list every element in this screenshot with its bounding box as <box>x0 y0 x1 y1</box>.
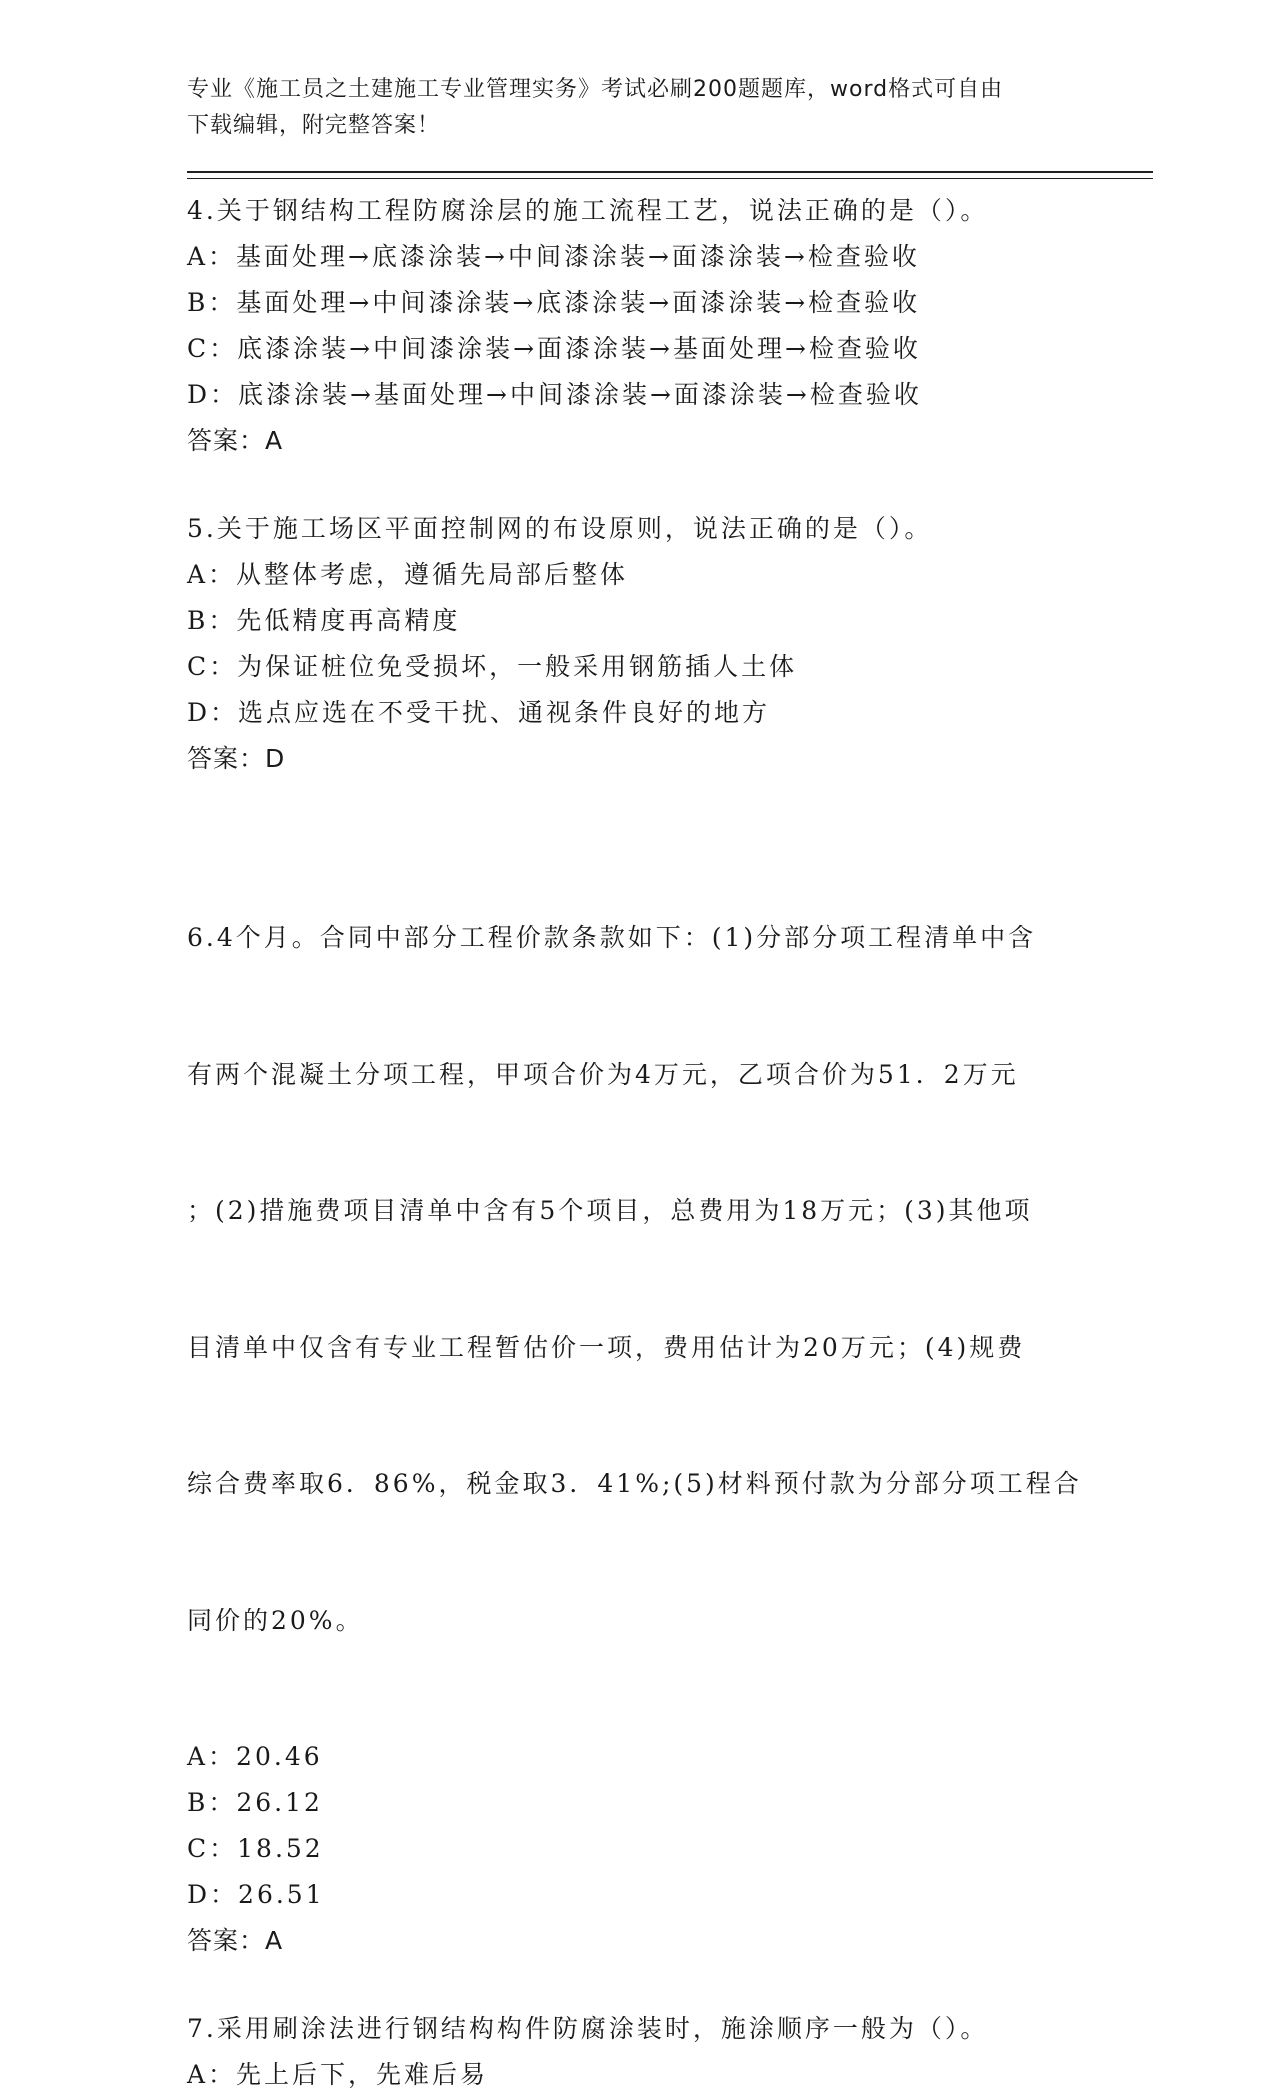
option-b: B：基面处理→中间漆涂装→底漆涂装→面漆涂装→检查验收 <box>187 288 921 317</box>
answer-line: 答案：A <box>187 426 284 455</box>
option-c: C：底漆涂装→中间漆涂装→面漆涂装→基面处理→检查验收 <box>187 334 921 363</box>
header-line-2: 下载编辑，附完整答案！ <box>187 113 441 138</box>
question-spacer <box>187 1964 1087 2006</box>
option-d: D：选点应选在不受干扰、通视条件良好的地方 <box>187 698 771 727</box>
answer-line: 答案：A <box>187 1926 284 1955</box>
question-6 <box>187 824 1087 1964</box>
option-b: B：26.12 <box>187 1788 323 1817</box>
question-stem: 7.采用刷涂法进行钢结构构件防腐涂装时，施涂顺序一般为（）。 <box>187 2014 989 2043</box>
question-stem: 4.关于钢结构工程防腐涂层的施工流程工艺，说法正确的是（）。 <box>187 196 989 225</box>
question-5 <box>187 506 1087 782</box>
header-line-1: 专业《施工员之土建施工专业管理实务》考试必刷200题题库，word格式可自由 <box>187 77 1004 102</box>
stem-line: 目清单中仅含有专业工程暂估价一项，费用估计为20万元；(4)规费 <box>187 1332 1026 1362</box>
answer-line: 答案：D <box>187 744 286 773</box>
header-divider-thin <box>187 178 1153 179</box>
header-divider-thick <box>187 171 1153 173</box>
stem-line: 同价的20%。 <box>187 1605 364 1635</box>
option-c: C：18.52 <box>187 1834 324 1863</box>
stem-line: 综合费率取6．86%，税金取3．41%;(5)材料预付款为分部分项工程合 <box>187 1469 1082 1498</box>
question-stem: 5.关于施工场区平面控制网的布设原则，说法正确的是（）。 <box>187 514 933 543</box>
stem-line: 有两个混凝土分项工程，甲项合价为4万元，乙项合价为51．2万元 <box>187 1059 1019 1089</box>
question-stem <box>187 824 1087 1734</box>
option-a: A：先上后下，先难后易 <box>187 2060 489 2089</box>
option-b: B：先低精度再高精度 <box>187 606 461 635</box>
stem-line: ；(2)措施费项目清单中含有5个项目，总费用为18万元；(3)其他项 <box>187 1196 1033 1225</box>
question-spacer <box>187 464 1087 506</box>
option-a: A：基面处理→底漆涂装→中间漆涂装→面漆涂装→检查验收 <box>187 242 920 271</box>
stem-line: 6.4个月。合同中部分工程价款条款如下：(1)分部分项工程清单中含 <box>187 923 1037 952</box>
option-d: D：26.51 <box>187 1880 325 1909</box>
document-header <box>187 72 1067 144</box>
question-7 <box>187 2006 1087 2098</box>
question-list <box>187 188 1087 2098</box>
option-d: D：底漆涂装→基面处理→中间漆涂装→面漆涂装→检查验收 <box>187 380 922 409</box>
question-spacer <box>187 782 1087 824</box>
option-c: C：为保证桩位免受损坏，一般采用钢筋插人土体 <box>187 652 798 681</box>
option-a: A：20.46 <box>187 1742 323 1771</box>
option-a: A：从整体考虑，遵循先局部后整体 <box>187 560 629 589</box>
question-4 <box>187 188 1087 464</box>
